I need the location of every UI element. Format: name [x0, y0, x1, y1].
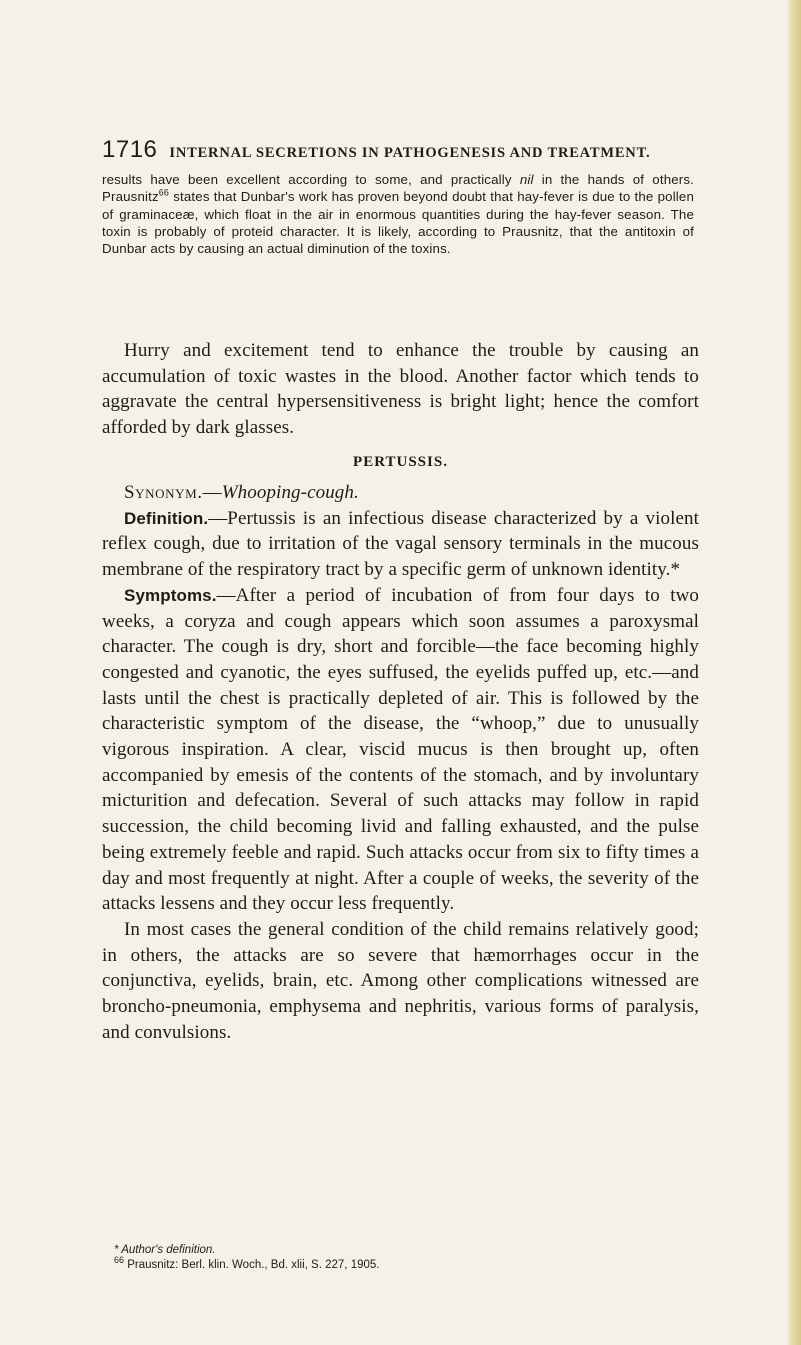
- running-header: [102, 136, 702, 164]
- synonym-value: Whooping-cough.: [221, 482, 359, 503]
- footnote-ref: 66: [158, 187, 170, 198]
- symptoms-paragraph: [102, 583, 699, 917]
- running-title: INTERNAL SECRETIONS IN PATHOGENESIS AND TREATMENT.: [169, 145, 651, 161]
- section-heading: PERTUSSIS.: [353, 454, 448, 470]
- footnote-prausnitz: [102, 1254, 694, 1273]
- final-paragraph: In most cases the general condition of the child remains relatively good; in others, the attacks are so severe that hæmorrhages occur in the conjunctiva, eyelids, brain, etc. Among other complications witnessed are broncho-pneumonia, emphysema and nephritis, various forms of paralysis, and convulsions.: [102, 918, 699, 1043]
- symptoms-text: —After a period of incubation of from four days to two weeks, a coryza and cough appears which soon assumes a paroxysmal character. The cough is dry, short and forcible—the face becoming highly congested and cyanotic, the eyes suffused, the eyelids puffed up, etc.—and lasts until the chest is practically depleted of air. This is followed by the characteristic symptom of the disease, the “whoop,” due to unusually vigorous inspiration. A clear, viscid mucus is then brought up, often accompanied by emesis of the contents of the stomach, and by involuntary micturition and defecation. Several of such attacks may follow in rapid succession, the child becoming livid and falling exhausted, and the pulse being extremely feeble and rapid. Such attacks occur from six to fifty times a day and most frequently at night. After a couple of weeks, the severity of the attacks lessens and they occur less frequently.: [102, 584, 699, 915]
- footnote-author-definition: * Author's definition.: [114, 1244, 216, 1256]
- small-print-paragraph: [102, 171, 694, 257]
- section-body: [102, 480, 699, 1045]
- definition-label: Definition.: [124, 508, 209, 528]
- symptoms-label: Symptoms.: [124, 585, 217, 605]
- intro-text: Hurry and excitement tend to enhance the trouble by causing an accumulation of toxic wastes in the blood. Another factor which tends to aggravate the central hypersensitiveness is bright light; hence the comfort afforded by dark glasses.: [102, 340, 699, 439]
- synonym-paragraph: [102, 480, 699, 506]
- small-text-part1: results have been excellent according to some, and practically: [102, 172, 520, 187]
- synonym-dash: —: [202, 482, 222, 503]
- definition-paragraph: [102, 506, 699, 583]
- small-text-part2: in the hands of others. Prausnitz: [102, 172, 695, 205]
- definition-text: —Pertussis is an infectious disease characterized by a violent reflex cough, due to irritation of the vagal sensory terminals in the mucous membrane of the respiratory tract by a specific germ of unknown identity.*: [102, 507, 699, 581]
- small-text-part3: states that Dunbar's work has proven beyond doubt that hay-fever is due to the pollen of graminaceæ, which float in the air in enormous quantities during the hay-fever season. The toxin is probably of proteid character. It is likely, according to Prausnitz, that the antitoxin of Dunbar acts by causing an actual diminution of the toxins.: [102, 189, 694, 257]
- intro-paragraph: [102, 338, 699, 441]
- footnotes: [102, 1243, 694, 1272]
- page-edge: [787, 0, 801, 1345]
- footnote-number: 66: [114, 1254, 125, 1265]
- nil-italic: nil: [519, 172, 534, 187]
- page-number: 1716: [102, 136, 158, 163]
- footnote-citation: Prausnitz: Berl. klin. Woch., Bd. xlii, S. 227, 1905.: [124, 1258, 380, 1271]
- synonym-label: Synonym.: [124, 482, 203, 503]
